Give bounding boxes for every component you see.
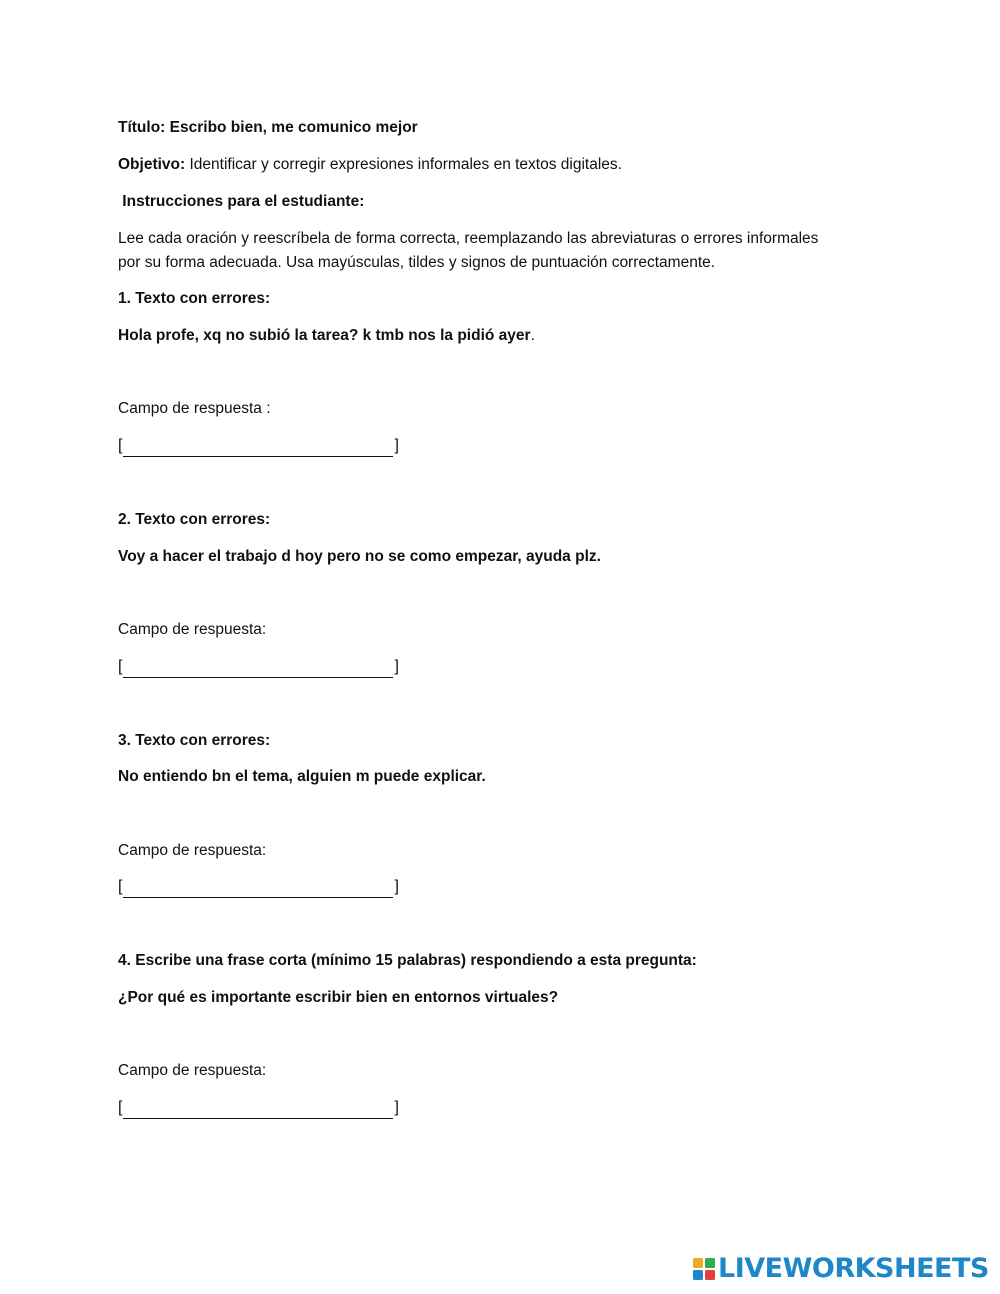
item-4-answer-label: Campo de respuesta: <box>118 1062 267 1079</box>
answer-blank[interactable] <box>123 660 393 678</box>
objective-text: Identificar y corregir expresiones informales en textos digitales. <box>185 156 622 173</box>
liveworksheets-mark-icon <box>693 1258 715 1280</box>
bracket-open: [ <box>118 437 123 454</box>
bracket-close: ] <box>394 1099 399 1116</box>
instructions-line-1: Lee cada oración y reescríbela de forma correcta, reemplazando las abreviaturas o errores informales <box>118 230 819 247</box>
item-2-text: Voy a hacer el trabajo d hoy pero no se como empezar, ayuda plz. <box>118 548 601 565</box>
liveworksheets-wordmark: LIVEWORKSHEETS <box>718 1253 989 1284</box>
bracket-open: [ <box>118 658 123 675</box>
answer-blank[interactable] <box>123 439 393 457</box>
answer-blank[interactable] <box>123 1101 393 1119</box>
item-4-heading: 4. Escribe una frase corta (mínimo 15 palabras) respondiendo a esta pregunta: <box>118 952 697 969</box>
bracket-close: ] <box>394 878 399 895</box>
item-3-answer-label: Campo de respuesta: <box>118 842 267 859</box>
bracket-open: [ <box>118 1099 123 1116</box>
bracket-close: ] <box>394 658 399 675</box>
instructions-heading: Instrucciones para el estudiante: <box>118 193 365 210</box>
liveworksheets-logo <box>693 1254 989 1284</box>
item-2-heading: 2. Texto con errores: <box>118 511 271 528</box>
instructions-text <box>118 227 868 275</box>
item-3-heading: 3. Texto con errores: <box>118 732 271 749</box>
worksheet-title: Título: Escribo bien, me comunico mejor <box>118 119 418 136</box>
item-1-period: . <box>530 327 535 344</box>
item-2-answer-label: Campo de respuesta: <box>118 621 267 638</box>
item-3-text: No entiendo bn el tema, alguien m puede explicar. <box>118 768 486 785</box>
item-2-answer-field[interactable] <box>118 656 399 678</box>
item-1-heading: 1. Texto con errores: <box>118 290 271 307</box>
objective-label: Objetivo: <box>118 156 186 173</box>
instructions-line-2: por su forma adecuada. Usa mayúsculas, tildes y signos de puntuación correctamente. <box>118 254 716 271</box>
item-1-answer-field[interactable] <box>118 435 399 457</box>
item-1-text <box>118 327 535 345</box>
item-1-answer-label: Campo de respuesta : <box>118 400 271 417</box>
objective <box>118 156 622 174</box>
item-1-sentence: Hola profe, xq no subió la tarea? k tmb nos la pidió ayer <box>118 327 531 344</box>
answer-blank[interactable] <box>123 880 393 898</box>
item-4-answer-field[interactable] <box>118 1097 399 1119</box>
item-3-answer-field[interactable] <box>118 876 399 898</box>
bracket-open: [ <box>118 878 123 895</box>
item-4-question: ¿Por qué es importante escribir bien en entornos virtuales? <box>118 989 559 1006</box>
bracket-close: ] <box>394 437 399 454</box>
